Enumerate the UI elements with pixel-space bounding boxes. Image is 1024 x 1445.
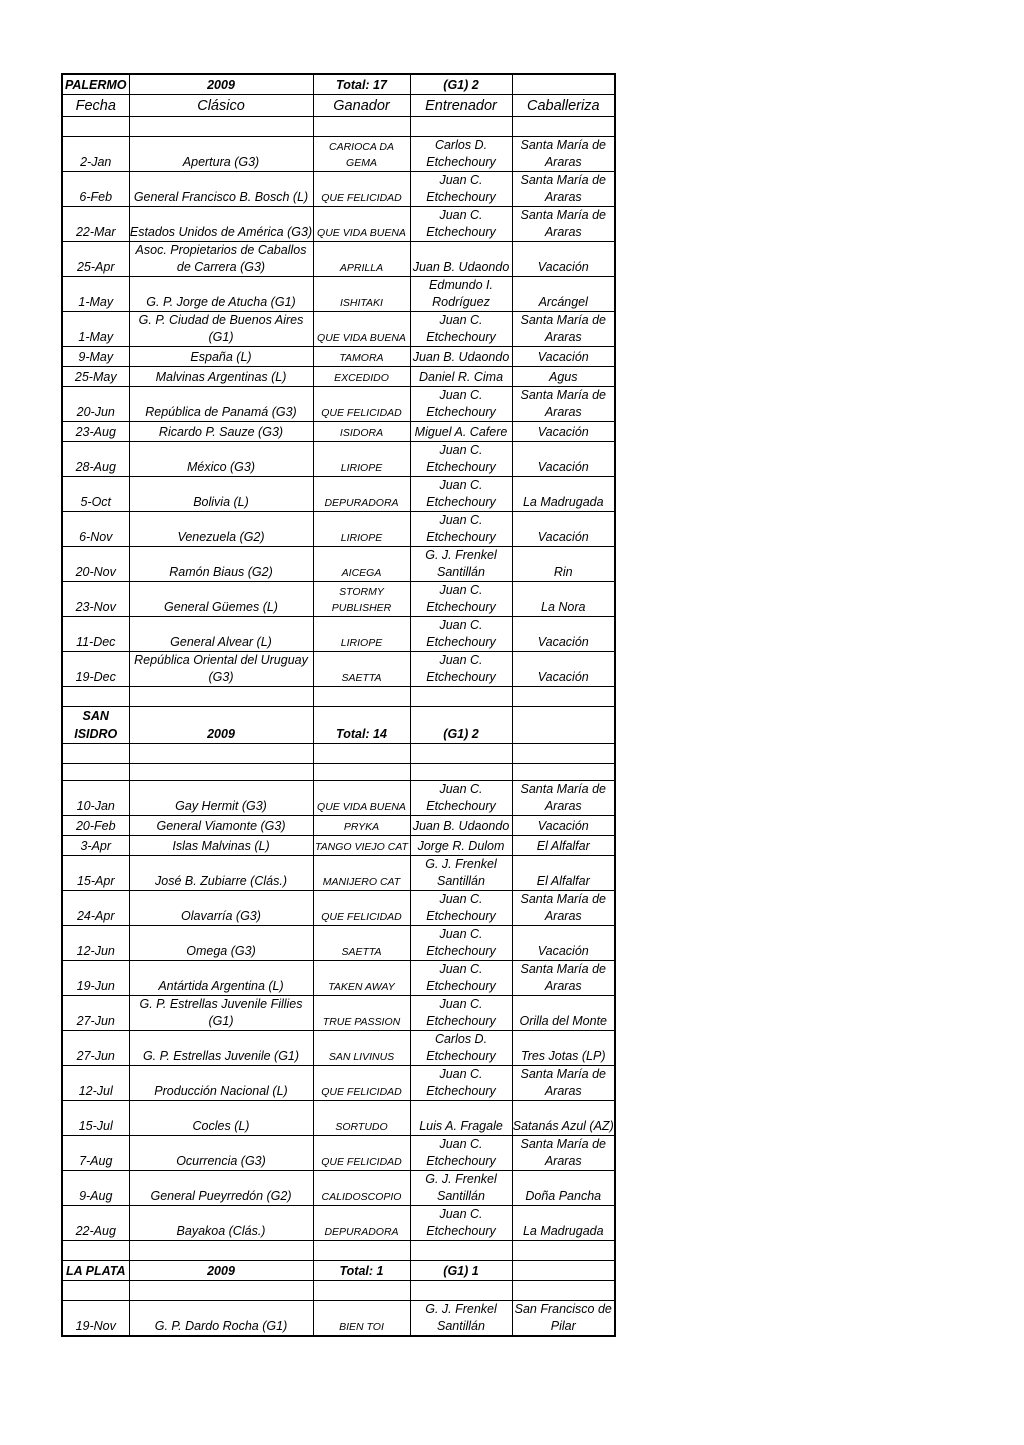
cell-caballeriza: Vacación: [512, 346, 615, 366]
cell-entrenador: G. J. Frenkel Santillán: [410, 855, 512, 890]
cell-clasico: Cocles (L): [129, 1100, 313, 1135]
table-row: [62, 241, 615, 276]
cell-fecha: 25-May: [62, 366, 129, 386]
table-row: [62, 1300, 615, 1336]
g1-count: (G1) 2: [410, 74, 512, 94]
blank-cell: [62, 763, 129, 780]
table-row: [62, 206, 615, 241]
table-row: [62, 581, 615, 616]
cell-clasico: Malvinas Argentinas (L): [129, 366, 313, 386]
total-count: Total: 1: [313, 1260, 410, 1280]
cell-entrenador: Edmundo I. Rodríguez: [410, 276, 512, 311]
g1-count: (G1) 1: [410, 1260, 512, 1280]
cell-clasico: Ramón Biaus (G2): [129, 546, 313, 581]
cell-ganador: LIRIOPE: [313, 511, 410, 546]
table-row: [62, 651, 615, 686]
table-row: [62, 960, 615, 995]
blank-row: [62, 1240, 615, 1260]
cell-entrenador: Juan C. Etchechoury: [410, 441, 512, 476]
cell-fecha: 19-Dec: [62, 651, 129, 686]
table-row: [62, 311, 615, 346]
season-year: 2009: [129, 74, 313, 94]
blank-cell: [512, 763, 615, 780]
cell-fecha: 27-Jun: [62, 1030, 129, 1065]
cell-clasico: G. P. Ciudad de Buenos Aires (G1): [129, 311, 313, 346]
blank-cell: [62, 743, 129, 763]
cell-caballeriza: Santa María de Araras: [512, 780, 615, 815]
cell-fecha: 2-Jan: [62, 136, 129, 171]
stakes-winners-table: [61, 73, 616, 1337]
cell-entrenador: Juan C. Etchechoury: [410, 780, 512, 815]
table-row: [62, 925, 615, 960]
cell-clasico: General Viamonte (G3): [129, 815, 313, 835]
cell-clasico: G. P. Estrellas Juvenile Fillies (G1): [129, 995, 313, 1030]
cell-entrenador: Luis A. Fragale: [410, 1100, 512, 1135]
blank-cell: [62, 1240, 129, 1260]
cell-fecha: 11-Dec: [62, 616, 129, 651]
cell-entrenador: Juan C. Etchechoury: [410, 511, 512, 546]
cell-caballeriza: Vacación: [512, 815, 615, 835]
blank-row: [62, 1280, 615, 1300]
cell-clasico: General Güemes (L): [129, 581, 313, 616]
cell-fecha: 5-Oct: [62, 476, 129, 511]
cell-ganador: SORTUDO: [313, 1100, 410, 1135]
table-row: [62, 616, 615, 651]
table-row: [62, 476, 615, 511]
cell-ganador: TAKEN AWAY: [313, 960, 410, 995]
cell-ganador: QUE VIDA BUENA: [313, 206, 410, 241]
header-empty: [512, 1260, 615, 1280]
cell-caballeriza: Vacación: [512, 616, 615, 651]
blank-cell: [512, 1240, 615, 1260]
blank-cell: [313, 116, 410, 136]
table-row: [62, 136, 615, 171]
cell-fecha: 6-Feb: [62, 171, 129, 206]
cell-fecha: 22-Aug: [62, 1205, 129, 1240]
table-row: [62, 441, 615, 476]
table-row: [62, 1030, 615, 1065]
cell-fecha: 27-Jun: [62, 995, 129, 1030]
cell-fecha: 24-Apr: [62, 890, 129, 925]
blank-row: [62, 686, 615, 706]
blank-row: [62, 116, 615, 136]
table-row: [62, 1170, 615, 1205]
cell-ganador: TRUE PASSION: [313, 995, 410, 1030]
column-header-clasico: Clásico: [129, 94, 313, 116]
cell-clasico: Antártida Argentina (L): [129, 960, 313, 995]
season-year: 2009: [129, 706, 313, 743]
cell-entrenador: Juan C. Etchechoury: [410, 925, 512, 960]
table-row: [62, 815, 615, 835]
blank-cell: [512, 743, 615, 763]
cell-entrenador: Juan C. Etchechoury: [410, 206, 512, 241]
cell-caballeriza: Santa María de Araras: [512, 386, 615, 421]
cell-fecha: 10-Jan: [62, 780, 129, 815]
cell-entrenador: Juan B. Udaondo: [410, 346, 512, 366]
table-row: [62, 421, 615, 441]
blank-cell: [62, 116, 129, 136]
cell-ganador: QUE FELICIDAD: [313, 1135, 410, 1170]
cell-caballeriza: La Madrugada: [512, 476, 615, 511]
cell-caballeriza: Agus: [512, 366, 615, 386]
blank-cell: [129, 686, 313, 706]
cell-ganador: MANIJERO CAT: [313, 855, 410, 890]
cell-caballeriza: Orilla del Monte: [512, 995, 615, 1030]
cell-entrenador: G. J. Frenkel Santillán: [410, 546, 512, 581]
blank-cell: [410, 116, 512, 136]
cell-entrenador: Daniel R. Cima: [410, 366, 512, 386]
cell-entrenador: Juan C. Etchechoury: [410, 616, 512, 651]
blank-cell: [313, 1240, 410, 1260]
cell-caballeriza: Santa María de Araras: [512, 171, 615, 206]
cell-caballeriza: Santa María de Araras: [512, 960, 615, 995]
cell-entrenador: Juan C. Etchechoury: [410, 1065, 512, 1100]
cell-caballeriza: San Francisco de Pilar: [512, 1300, 615, 1336]
cell-ganador: QUE FELICIDAD: [313, 890, 410, 925]
track-name: PALERMO: [62, 74, 129, 94]
cell-ganador: QUE VIDA BUENA: [313, 311, 410, 346]
cell-clasico: G. P. Estrellas Juvenile (G1): [129, 1030, 313, 1065]
column-header-caballeriza: Caballeriza: [512, 94, 615, 116]
cell-clasico: Estados Unidos de América (G3): [129, 206, 313, 241]
cell-caballeriza: La Nora: [512, 581, 615, 616]
cell-entrenador: Jorge R. Dulom: [410, 835, 512, 855]
g1-count: (G1) 2: [410, 706, 512, 743]
cell-ganador: QUE FELICIDAD: [313, 386, 410, 421]
cell-entrenador: Juan C. Etchechoury: [410, 1135, 512, 1170]
cell-caballeriza: Vacación: [512, 651, 615, 686]
table-row: [62, 171, 615, 206]
cell-entrenador: Juan B. Udaondo: [410, 241, 512, 276]
cell-fecha: 19-Nov: [62, 1300, 129, 1336]
cell-clasico: G. P. Dardo Rocha (G1): [129, 1300, 313, 1336]
blank-cell: [62, 686, 129, 706]
table-row: [62, 1135, 615, 1170]
cell-ganador: DEPURADORA: [313, 476, 410, 511]
cell-caballeriza: Arcángel: [512, 276, 615, 311]
cell-entrenador: Juan C. Etchechoury: [410, 651, 512, 686]
cell-clasico: Ocurrencia (G3): [129, 1135, 313, 1170]
cell-fecha: 20-Feb: [62, 815, 129, 835]
cell-entrenador: Juan C. Etchechoury: [410, 1205, 512, 1240]
section-header-row: [62, 1260, 615, 1280]
track-name: LA PLATA: [62, 1260, 129, 1280]
cell-ganador: PRYKA: [313, 815, 410, 835]
blank-row: [62, 763, 615, 780]
blank-cell: [129, 116, 313, 136]
table-row: [62, 346, 615, 366]
cell-clasico: Bolivia (L): [129, 476, 313, 511]
cell-clasico: Apertura (G3): [129, 136, 313, 171]
cell-fecha: 22-Mar: [62, 206, 129, 241]
cell-entrenador: Juan C. Etchechoury: [410, 171, 512, 206]
cell-entrenador: Miguel A. Cafere: [410, 421, 512, 441]
cell-ganador: BIEN TOI: [313, 1300, 410, 1336]
cell-ganador: APRILLA: [313, 241, 410, 276]
cell-caballeriza: Vacación: [512, 421, 615, 441]
table-row: [62, 1100, 615, 1135]
column-header-ganador: Ganador: [313, 94, 410, 116]
cell-fecha: 3-Apr: [62, 835, 129, 855]
cell-ganador: STORMY PUBLISHER: [313, 581, 410, 616]
blank-cell: [129, 1240, 313, 1260]
cell-caballeriza: La Madrugada: [512, 1205, 615, 1240]
cell-entrenador: Juan C. Etchechoury: [410, 960, 512, 995]
cell-clasico: Olavarría (G3): [129, 890, 313, 925]
cell-ganador: TANGO VIEJO CAT: [313, 835, 410, 855]
cell-clasico: Bayakoa (Clás.): [129, 1205, 313, 1240]
cell-caballeriza: Santa María de Araras: [512, 206, 615, 241]
cell-ganador: CALIDOSCOPIO: [313, 1170, 410, 1205]
cell-caballeriza: Tres Jotas (LP): [512, 1030, 615, 1065]
blank-cell: [313, 743, 410, 763]
cell-caballeriza: Rin: [512, 546, 615, 581]
cell-ganador: QUE FELICIDAD: [313, 171, 410, 206]
cell-ganador: SAETTA: [313, 651, 410, 686]
header-empty: [512, 706, 615, 743]
cell-fecha: 9-Aug: [62, 1170, 129, 1205]
cell-ganador: QUE FELICIDAD: [313, 1065, 410, 1100]
cell-clasico: Producción Nacional (L): [129, 1065, 313, 1100]
cell-entrenador: G. J. Frenkel Santillán: [410, 1170, 512, 1205]
column-header-entrenador: Entrenador: [410, 94, 512, 116]
cell-fecha: 23-Nov: [62, 581, 129, 616]
cell-clasico: República Oriental del Uruguay (G3): [129, 651, 313, 686]
cell-fecha: 28-Aug: [62, 441, 129, 476]
cell-entrenador: G. J. Frenkel Santillán: [410, 1300, 512, 1336]
cell-entrenador: Juan C. Etchechoury: [410, 386, 512, 421]
cell-caballeriza: Santa María de Araras: [512, 1065, 615, 1100]
cell-clasico: Ricardo P. Sauze (G3): [129, 421, 313, 441]
cell-caballeriza: Santa María de Araras: [512, 136, 615, 171]
cell-clasico: República de Panamá (G3): [129, 386, 313, 421]
blank-cell: [62, 1280, 129, 1300]
blank-cell: [410, 1280, 512, 1300]
cell-clasico: Asoc. Propietarios de Caballos de Carrera (G3): [129, 241, 313, 276]
blank-cell: [410, 1240, 512, 1260]
cell-fecha: 9-May: [62, 346, 129, 366]
column-header-row: [62, 94, 615, 116]
table-row: [62, 276, 615, 311]
cell-caballeriza: Santa María de Araras: [512, 1135, 615, 1170]
blank-cell: [313, 763, 410, 780]
cell-ganador: AICEGA: [313, 546, 410, 581]
cell-clasico: G. P. Jorge de Atucha (G1): [129, 276, 313, 311]
section-header-row: [62, 706, 615, 743]
cell-clasico: Omega (G3): [129, 925, 313, 960]
total-count: Total: 14: [313, 706, 410, 743]
cell-caballeriza: Doña Pancha: [512, 1170, 615, 1205]
cell-ganador: ISHITAKI: [313, 276, 410, 311]
cell-fecha: 20-Jun: [62, 386, 129, 421]
cell-clasico: Gay Hermit (G3): [129, 780, 313, 815]
season-year: 2009: [129, 1260, 313, 1280]
cell-clasico: General Pueyrredón (G2): [129, 1170, 313, 1205]
cell-ganador: ISIDORA: [313, 421, 410, 441]
cell-ganador: SAETTA: [313, 925, 410, 960]
cell-ganador: QUE VIDA BUENA: [313, 780, 410, 815]
cell-caballeriza: El Alfalfar: [512, 835, 615, 855]
cell-entrenador: Juan C. Etchechoury: [410, 311, 512, 346]
cell-fecha: 20-Nov: [62, 546, 129, 581]
track-name: SAN ISIDRO: [62, 706, 129, 743]
blank-cell: [512, 1280, 615, 1300]
blank-cell: [313, 686, 410, 706]
cell-fecha: 1-May: [62, 276, 129, 311]
cell-fecha: 6-Nov: [62, 511, 129, 546]
column-header-fecha: Fecha: [62, 94, 129, 116]
cell-caballeriza: Vacación: [512, 925, 615, 960]
table-row: [62, 1205, 615, 1240]
cell-clasico: México (G3): [129, 441, 313, 476]
cell-ganador: TAMORA: [313, 346, 410, 366]
cell-ganador: LIRIOPE: [313, 441, 410, 476]
cell-clasico: Islas Malvinas (L): [129, 835, 313, 855]
section-header-row: [62, 74, 615, 94]
header-empty: [512, 74, 615, 94]
blank-cell: [410, 686, 512, 706]
table-row: [62, 995, 615, 1030]
blank-cell: [129, 1280, 313, 1300]
table-row: [62, 835, 615, 855]
cell-caballeriza: Vacación: [512, 511, 615, 546]
table-row: [62, 855, 615, 890]
table-row: [62, 1065, 615, 1100]
cell-caballeriza: Vacación: [512, 241, 615, 276]
cell-fecha: 25-Apr: [62, 241, 129, 276]
blank-row: [62, 743, 615, 763]
table-row: [62, 511, 615, 546]
cell-caballeriza: El Alfalfar: [512, 855, 615, 890]
blank-cell: [129, 763, 313, 780]
blank-cell: [410, 743, 512, 763]
cell-fecha: 7-Aug: [62, 1135, 129, 1170]
cell-ganador: DEPURADORA: [313, 1205, 410, 1240]
table-row: [62, 780, 615, 815]
blank-cell: [410, 763, 512, 780]
cell-ganador: LIRIOPE: [313, 616, 410, 651]
blank-cell: [512, 116, 615, 136]
cell-fecha: 15-Apr: [62, 855, 129, 890]
cell-fecha: 12-Jul: [62, 1065, 129, 1100]
cell-entrenador: Juan C. Etchechoury: [410, 581, 512, 616]
cell-caballeriza: Santa María de Araras: [512, 890, 615, 925]
cell-fecha: 23-Aug: [62, 421, 129, 441]
cell-fecha: 12-Jun: [62, 925, 129, 960]
cell-caballeriza: Santa María de Araras: [512, 311, 615, 346]
cell-ganador: SAN LIVINUS: [313, 1030, 410, 1065]
table-row: [62, 546, 615, 581]
table-row: [62, 890, 615, 925]
cell-fecha: 15-Jul: [62, 1100, 129, 1135]
cell-caballeriza: Vacación: [512, 441, 615, 476]
cell-entrenador: Carlos D. Etchechoury: [410, 1030, 512, 1065]
blank-cell: [129, 743, 313, 763]
cell-ganador: EXCEDIDO: [313, 366, 410, 386]
blank-cell: [313, 1280, 410, 1300]
cell-clasico: General Francisco B. Bosch (L): [129, 171, 313, 206]
cell-entrenador: Juan C. Etchechoury: [410, 476, 512, 511]
cell-fecha: 1-May: [62, 311, 129, 346]
cell-caballeriza: Satanás Azul (AZ): [512, 1100, 615, 1135]
cell-entrenador: Juan C. Etchechoury: [410, 995, 512, 1030]
cell-fecha: 19-Jun: [62, 960, 129, 995]
cell-entrenador: Juan B. Udaondo: [410, 815, 512, 835]
table-row: [62, 386, 615, 421]
cell-ganador: CARIOCA DA GEMA: [313, 136, 410, 171]
cell-clasico: Venezuela (G2): [129, 511, 313, 546]
table-row: [62, 366, 615, 386]
cell-entrenador: Juan C. Etchechoury: [410, 890, 512, 925]
blank-cell: [512, 686, 615, 706]
cell-clasico: José B. Zubiarre (Clás.): [129, 855, 313, 890]
total-count: Total: 17: [313, 74, 410, 94]
cell-clasico: España (L): [129, 346, 313, 366]
cell-clasico: General Alvear (L): [129, 616, 313, 651]
cell-entrenador: Carlos D. Etchechoury: [410, 136, 512, 171]
